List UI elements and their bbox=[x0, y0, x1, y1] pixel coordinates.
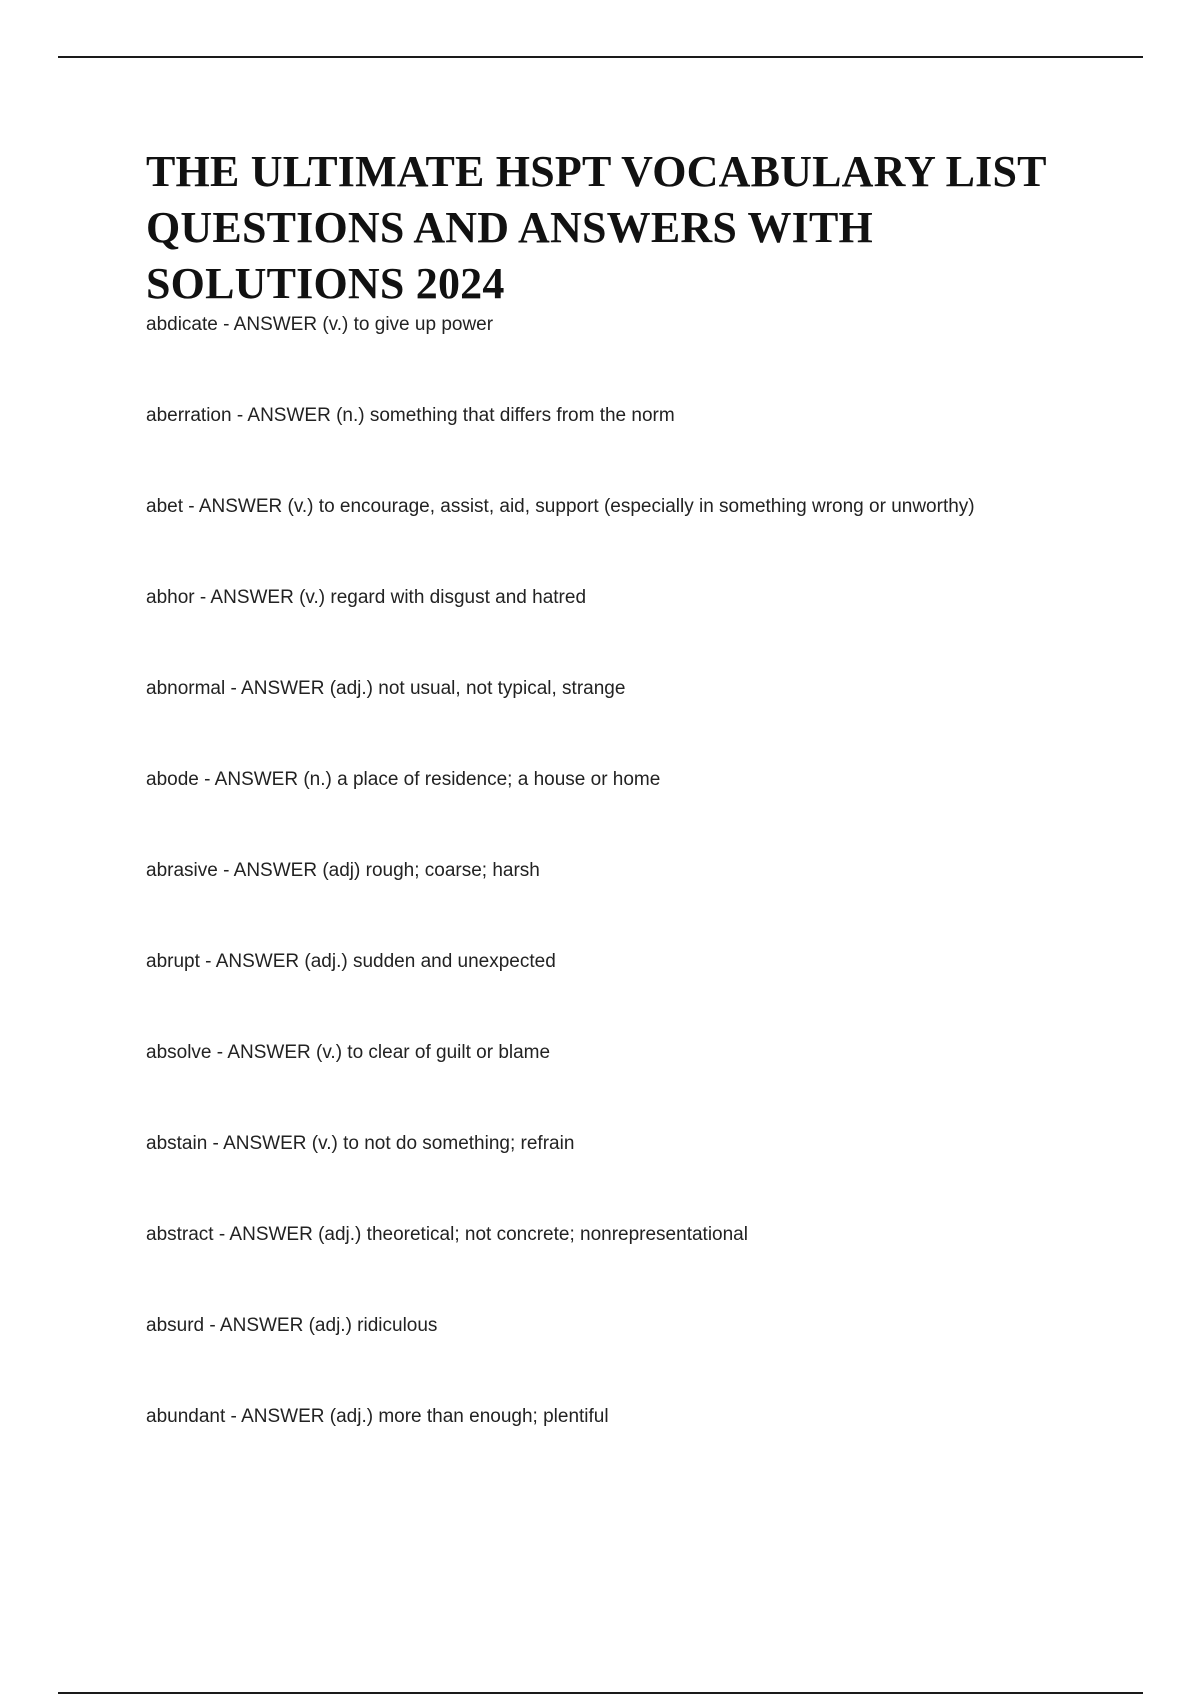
vocabulary-entry: abrupt - ANSWER (adj.) sudden and unexpected bbox=[146, 951, 556, 972]
vocabulary-entry: abstract - ANSWER (adj.) theoretical; not concrete; nonrepresentational bbox=[146, 1224, 748, 1245]
vocabulary-entry: abnormal - ANSWER (adj.) not usual, not typical, strange bbox=[146, 678, 626, 699]
vocabulary-entry: abhor - ANSWER (v.) regard with disgust and hatred bbox=[146, 587, 587, 608]
vocabulary-entry: abstain - ANSWER (v.) to not do something; refrain bbox=[146, 1133, 575, 1154]
vocabulary-entry: abundant - ANSWER (adj.) more than enough; plentiful bbox=[146, 1406, 609, 1427]
document-page bbox=[146, 144, 1106, 1495]
bottom-divider bbox=[58, 1692, 1143, 1694]
top-divider bbox=[58, 56, 1143, 58]
vocabulary-list bbox=[146, 312, 1106, 1495]
vocabulary-entry: absurd - ANSWER (adj.) ridiculous bbox=[146, 1315, 438, 1336]
vocabulary-entry: abet - ANSWER (v.) to encourage, assist, aid, support (especially in something wrong or unworthy) bbox=[146, 496, 975, 517]
vocabulary-entry: abrasive - ANSWER (adj) rough; coarse; harsh bbox=[146, 860, 540, 881]
vocabulary-entry: absolve - ANSWER (v.) to clear of guilt or blame bbox=[146, 1042, 551, 1063]
vocabulary-entry: abode - ANSWER (n.) a place of residence; a house or home bbox=[146, 769, 661, 790]
vocabulary-entry: abdicate - ANSWER (v.) to give up power bbox=[146, 314, 494, 335]
vocabulary-entry: aberration - ANSWER (n.) something that differs from the norm bbox=[146, 405, 675, 426]
document-title: THE ULTIMATE HSPT VOCABULARY LIST QUESTIONS AND ANSWERS WITH SOLUTIONS 2024 bbox=[146, 147, 1046, 308]
